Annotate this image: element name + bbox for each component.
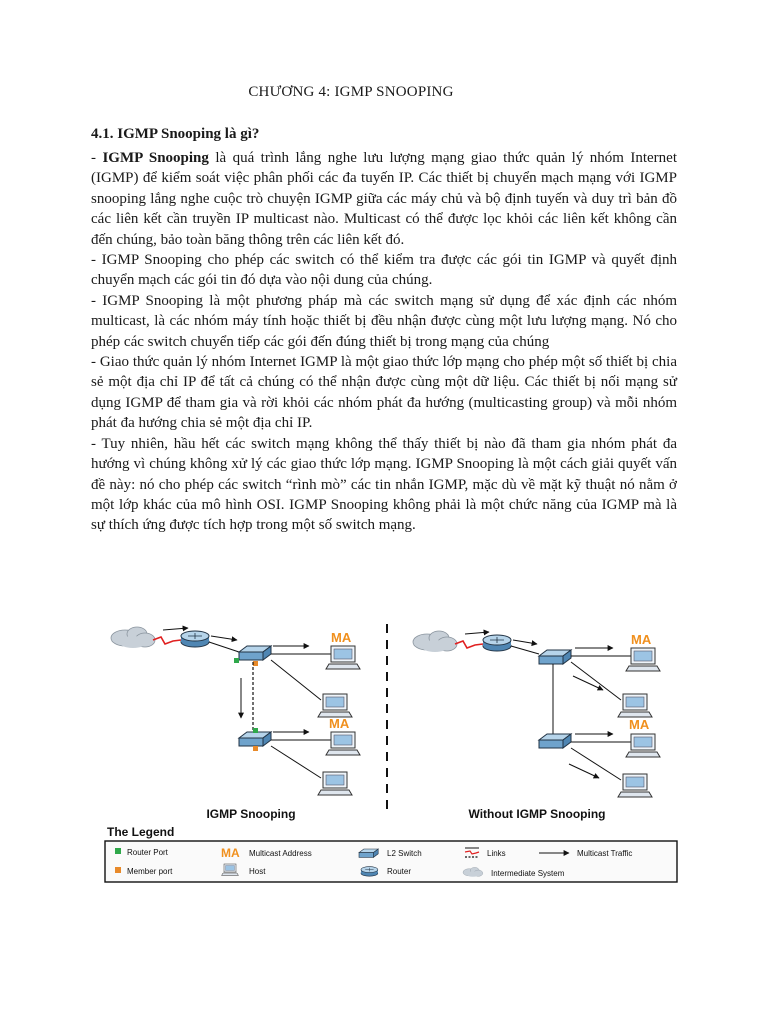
intermediate-system-icon xyxy=(413,631,457,652)
wan-link xyxy=(455,641,483,648)
legend-host: Host xyxy=(249,867,266,876)
paragraph-lead: - xyxy=(91,150,103,166)
host-icon xyxy=(618,694,652,717)
router-icon xyxy=(181,631,209,647)
legend-member-port: Member port xyxy=(127,867,173,876)
paragraph-5: - Tuy nhiên, hầu hết các switch mạng không thể thấy thiết bị nào đã tham gia nhóm phát đa hướng vì chúng không xử lý các giao thức lớp mạng. IGMP Snooping là một cách giải quyết vấn đề này: nó cho phép các switch “rình mò” các tin nhắn IGMP, mặc dù về mặt kỹ thuật nó nằm ở một lớp khác của mô hình OSI. IGMP Snooping không phải là một chức năng của IGMP mà là sự thích ứng được tích hợp trong một số switch mạng. xyxy=(91,435,677,534)
ma-label: MA xyxy=(329,716,350,731)
multicast-traffic-arrow xyxy=(465,632,489,634)
legend-router: Router xyxy=(387,867,412,876)
multicast-traffic-arrow xyxy=(211,636,237,640)
paragraph-text: là quá trình lắng nghe lưu lượng mạng giao thức quản lý nhóm Internet (IGMP) để kiểm soát việc phân phối các đa tuyến IP. Các thiết bị chuyển mạch mạng với IGMP snooping lắng nghe cuộc trò chuyện IGMP giữa các máy chủ và bộ định tuyến và duy trì bản đồ các liên kết cần truyền IP multicast nào. Multicast có thể được lọc khỏi các liên kết không cần đến chúng, bảo toàn băng thông trên các liên kết đó. xyxy=(91,150,677,248)
term-igmp-snooping: IGMP Snooping xyxy=(102,150,209,166)
host-icon xyxy=(326,646,360,669)
ma-label: MA xyxy=(629,717,650,732)
member-port-marker xyxy=(253,746,258,751)
router-port-legend-icon xyxy=(115,848,121,854)
router-port-marker xyxy=(234,658,239,663)
body-text xyxy=(91,148,677,536)
legend-ma-symbol: MA xyxy=(221,846,240,860)
host-icon xyxy=(318,694,352,717)
host-icon xyxy=(626,734,660,757)
member-port-legend-icon xyxy=(115,867,121,873)
router-icon xyxy=(483,635,511,651)
l2-switch-icon xyxy=(239,646,271,660)
multicast-traffic-arrow xyxy=(163,628,188,630)
wan-link xyxy=(153,637,181,644)
legend-links: Links xyxy=(487,849,506,858)
link-line xyxy=(209,642,239,652)
chapter-title: CHƯƠNG 4: IGMP SNOOPING xyxy=(248,84,454,100)
link-line xyxy=(571,748,621,780)
paragraph-3: - IGMP Snooping là một phương pháp mà các switch mạng sử dụng để xác định các nhóm multicast, là các nhóm máy tính hoặc thiết bị đều nhận được cùng một lưu lượng mạng. Nó cho phép các switch chuyển tiếp các gói đến đúng thiết bị trong mạng của chúng xyxy=(91,292,677,350)
panel-without-snooping xyxy=(413,631,660,821)
intermediate-system-icon xyxy=(111,627,155,648)
router-port-marker xyxy=(253,728,258,733)
router-legend-icon xyxy=(361,867,378,877)
legend-l2-switch: L2 Switch xyxy=(387,849,422,858)
left-caption: IGMP Snooping xyxy=(206,807,296,821)
right-caption: Without IGMP Snooping xyxy=(468,807,606,821)
link-line xyxy=(571,662,621,700)
host-icon xyxy=(326,732,360,755)
link-line xyxy=(271,746,321,778)
paragraph-1 xyxy=(91,148,677,250)
panel-with-snooping xyxy=(111,627,360,821)
l2-switch-icon xyxy=(539,650,571,664)
host-icon xyxy=(318,772,352,795)
legend-multicast-traffic: Multicast Traffic xyxy=(577,849,633,858)
link-line xyxy=(271,660,321,700)
host-icon xyxy=(626,648,660,671)
section-heading: 4.1. IGMP Snooping là gì? xyxy=(91,126,260,142)
legend-multicast-address: Multicast Address xyxy=(249,849,312,858)
legend-title: The Legend xyxy=(107,825,175,839)
legend-intermediate-system: Intermediate System xyxy=(491,869,565,878)
l2-switch-icon xyxy=(239,732,271,746)
legend xyxy=(105,825,677,882)
l2-switch-icon xyxy=(539,734,571,748)
legend-router-port: Router Port xyxy=(127,848,168,857)
host-legend-icon xyxy=(222,864,239,876)
host-icon xyxy=(618,774,652,797)
paragraph-4: - Giao thức quản lý nhóm Internet IGMP là một giao thức lớp mạng cho phép một số thiết bị chia sẻ một địa chỉ IP để tất cả chúng có thể nhận được cùng một dữ liệu. Các thiết bị nối mạng sử dụng IGMP để tham gia và rời khỏi các nhóm phát đa hướng (multicasting group) và mỗi nhóm phát đa hướng chia sẻ một địa chỉ IP. xyxy=(91,354,677,432)
paragraph-2: - IGMP Snooping cho phép các switch có thể kiểm tra được các gói tin IGMP và quyết định chuyển mạch các gói tin đó dựa vào nội dung của chúng. xyxy=(91,252,677,289)
igmp-diagram-figure xyxy=(103,614,679,886)
ma-label: MA xyxy=(331,630,352,645)
l2-switch-legend-icon xyxy=(359,849,378,857)
multicast-traffic-arrow xyxy=(513,640,537,644)
igmp-diagram xyxy=(103,614,679,886)
multicast-traffic-arrow xyxy=(569,764,599,778)
link-line xyxy=(511,646,539,654)
ma-label: MA xyxy=(631,632,652,647)
member-port-marker xyxy=(253,661,258,666)
